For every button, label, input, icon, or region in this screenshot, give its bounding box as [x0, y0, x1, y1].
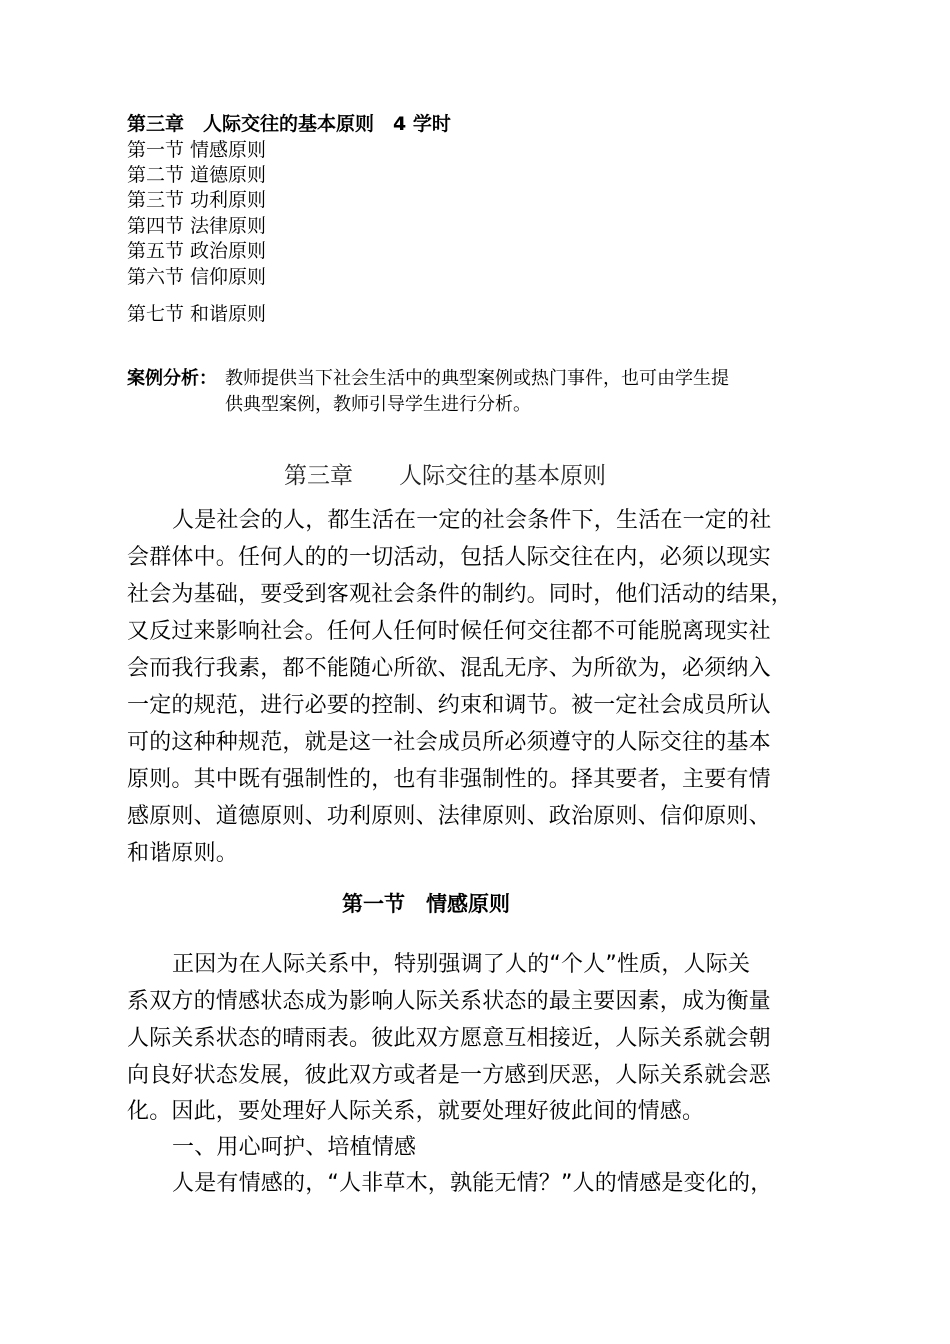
- section-last-line: 人是有情感的，“人非草木，孰能无情？”人的情感是变化的，: [172, 1171, 773, 1196]
- intro-line-10: 和谐原则。: [127, 841, 239, 866]
- section-title: 第一节 情感原则: [342, 892, 510, 916]
- case-analysis-label: 案例分析：: [127, 368, 217, 389]
- intro-line-1: 人是社会的人，都生活在一定的社会条件下，生活在一定的社: [172, 508, 772, 533]
- section-line-4: 向良好状态发展，彼此双方或者是一方感到厌恶，人际关系就会恶: [127, 1063, 771, 1088]
- intro-line-3: 社会为基础，要受到客观社会条件的制约。同时，他们活动的结果，: [127, 582, 794, 607]
- subheading: 一、用心呵护、培植情感: [172, 1135, 417, 1160]
- chapter-heading: 第三章 人际交往的基本原则 4 学时: [127, 113, 451, 135]
- intro-line-4: 又反过来影响社会。任何人任何时候任何交往都不可能脱离现实社: [127, 619, 771, 644]
- intro-line-2: 会群体中。任何人的的一切活动，包括人际交往在内，必须以现实: [127, 545, 771, 570]
- toc-item-2: 第二节 道德原则: [127, 164, 267, 186]
- intro-line-5: 会而我行我素，都不能随心所欲、混乱无序、为所欲为，必须纳入: [127, 656, 771, 681]
- toc-item-5: 第五节 政治原则: [127, 240, 267, 262]
- case-analysis-line-1: 教师提供当下社会生活中的典型案例或热门事件，也可由学生提: [225, 368, 729, 389]
- section-line-2: 系双方的情感状态成为影响人际关系状态的最主要因素，成为衡量: [127, 989, 771, 1014]
- section-line-3: 人际关系状态的晴雨表。彼此双方愿意互相接近，人际关系就会朝: [127, 1026, 771, 1051]
- chapter-title: 第三章 人际交往的基本原则: [284, 463, 606, 489]
- toc-item-6: 第六节 信仰原则: [127, 266, 267, 288]
- intro-line-7: 可的这种种规范，就是这一社会成员所必须遵守的人际交往的基本: [127, 730, 771, 755]
- toc-item-1: 第一节 情感原则: [127, 139, 267, 161]
- intro-line-6: 一定的规范，进行必要的控制、约束和调节。被一定社会成员所认: [127, 693, 771, 718]
- section-line-5: 化。因此，要处理好人际关系，就要处理好彼此间的情感。: [127, 1099, 705, 1124]
- section-line-1: 正因为在人际关系中，特别强调了人的“个人”性质，人际关: [172, 952, 751, 977]
- intro-line-8: 原则。其中既有强制性的，也有非强制性的。择其要者，主要有情: [127, 767, 771, 792]
- toc-item-3: 第三节 功利原则: [127, 189, 267, 211]
- case-analysis-line-2: 供典型案例，教师引导学生进行分析。: [225, 394, 531, 415]
- toc-item-4: 第四节 法律原则: [127, 215, 267, 237]
- toc-item-7: 第七节 和谐原则: [127, 303, 267, 325]
- intro-line-9: 感原则、道德原则、功利原则、法律原则、政治原则、信仰原则、: [127, 804, 771, 829]
